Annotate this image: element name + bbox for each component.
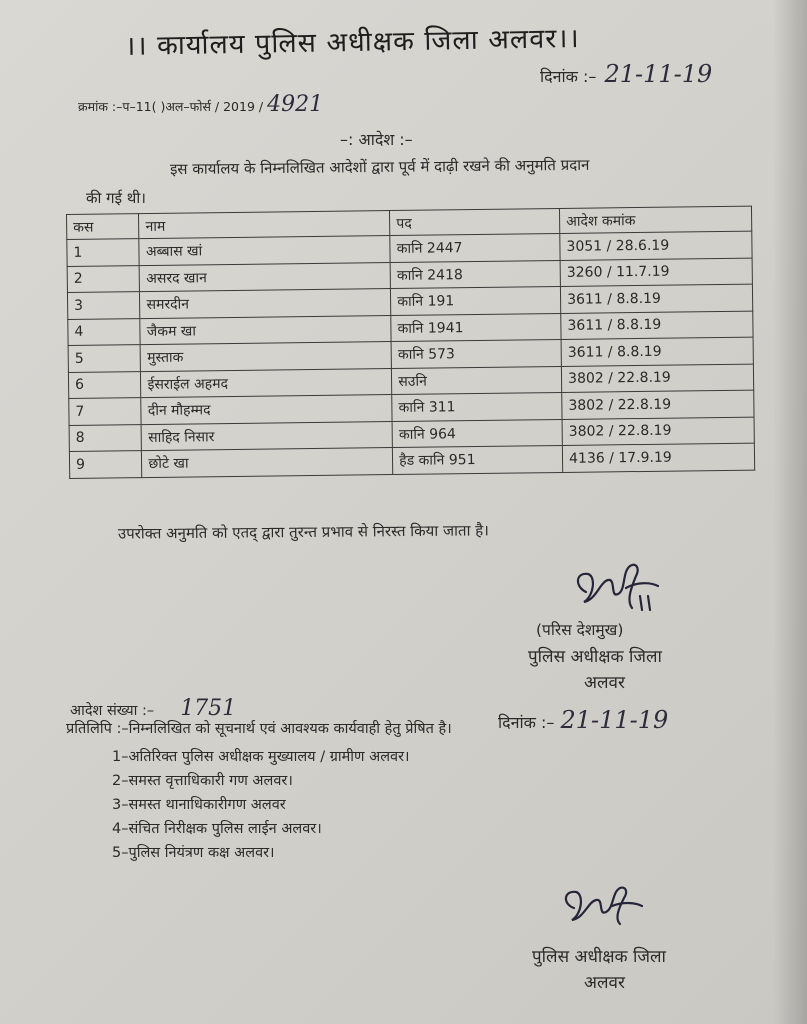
cell-rank: कानि 573 — [391, 339, 561, 368]
copy-date-handwritten: 21-11-19 — [560, 706, 669, 734]
cell-order: 3611 / 8.8.19 — [560, 284, 752, 313]
cell-order: 3260 / 11.7.19 — [560, 258, 752, 287]
cell-serial: 9 — [69, 451, 142, 478]
cell-name: अब्बास खां — [139, 236, 390, 266]
cell-serial: 5 — [68, 345, 141, 372]
cell-rank: सउनि — [392, 366, 562, 395]
recipient-item: 3–समस्त थानाधिकारीगण अलवर — [112, 797, 286, 813]
order-heading: –: आदेश :– — [340, 130, 413, 149]
intro-line-2: की गई थी। — [86, 189, 146, 207]
header-serial: कस — [67, 214, 140, 240]
cell-name: मुस्ताक — [141, 342, 392, 372]
cell-rank: कानि 191 — [391, 286, 561, 315]
signature-1 — [566, 552, 666, 622]
cell-rank: कानि 964 — [392, 419, 562, 448]
header-order-number: आदेश कमांक — [560, 206, 752, 233]
recipient-item: 4–संचित निरीक्षक पुलिस लाईन अलवर। — [112, 821, 322, 837]
cell-order: 3611 / 8.8.19 — [561, 311, 753, 340]
copy-date — [498, 706, 668, 734]
cell-rank: कानि 1941 — [391, 313, 561, 342]
cell-name: जैकम खा — [140, 315, 391, 345]
cell-serial: 1 — [67, 239, 140, 266]
reference-label: क्रमांक :–प–11( )अल–फोर्स / 2019 / — [78, 99, 264, 114]
cell-rank: कानि 311 — [392, 392, 562, 421]
cell-serial: 7 — [69, 398, 142, 425]
cell-name: साहिद निसार — [142, 421, 393, 451]
cell-serial: 6 — [68, 371, 141, 398]
cell-name: ईसराईल अहमद — [141, 368, 392, 398]
recipient-item: 1–अतिरिक्त पुलिस अधीक्षक मुख्यालय / ग्रामीण अलवर। — [112, 749, 410, 765]
issue-date-label: दिनांक :– — [540, 67, 597, 86]
signatory-1-name: (परिस देशमुख) — [536, 621, 624, 639]
signatory-1-title: पुलिस अधीक्षक जिला — [528, 647, 662, 667]
order-number-label: आदेश संख्या :– — [70, 703, 155, 719]
header-rank: पद — [390, 208, 560, 235]
signatory-2-place: अलवर — [584, 973, 625, 993]
cell-serial: 8 — [69, 424, 142, 451]
cell-name: दीन मौहम्मद — [141, 395, 392, 425]
page-edge-shadow — [773, 0, 807, 1024]
signatory-1-place: अलवर — [584, 673, 625, 693]
permission-table — [66, 206, 755, 479]
cell-order: 3802 / 22.8.19 — [562, 417, 754, 446]
signature-2 — [556, 878, 646, 938]
office-title: ।। कार्यालय पुलिस अधीक्षक जिला अलवर।। — [124, 23, 580, 62]
cell-order: 3051 / 28.6.19 — [560, 231, 752, 260]
reference-number — [78, 92, 323, 117]
issue-date — [540, 60, 712, 88]
cell-name: समरदीन — [140, 289, 391, 319]
cell-rank: हैड कानि 951 — [393, 445, 563, 474]
cell-name: असरद खान — [140, 262, 391, 292]
cell-serial: 4 — [68, 318, 141, 345]
recipient-item: 5–पुलिस नियंत्रण कक्ष अलवर। — [112, 845, 275, 861]
issue-date-handwritten: 21-11-19 — [604, 60, 713, 88]
cell-serial: 2 — [67, 265, 140, 292]
cell-serial: 3 — [67, 292, 140, 319]
cell-order: 3802 / 22.8.19 — [562, 390, 754, 419]
cell-order: 3611 / 8.8.19 — [561, 337, 753, 366]
copy-date-label: दिनांक :– — [498, 713, 555, 732]
intro-line-1: इस कार्यालय के निम्नलिखित आदेशों द्वारा पूर्व में दाढ़ी रखने की अनुमति प्रदान — [169, 155, 590, 179]
order-number-handwritten: 1751 — [180, 696, 237, 721]
copy-to-line: प्रतिलिपि :–निम्नलिखित को सूचनार्थ एवं आवश्यक कार्यवाही हेतु प्रेषित है। — [66, 721, 452, 737]
reference-handwritten: 4921 — [267, 92, 324, 117]
cell-order: 4136 / 17.9.19 — [562, 443, 754, 472]
cell-order: 3802 / 22.8.19 — [561, 364, 753, 393]
recipient-item: 2–समस्त वृत्ताधिकारी गण अलवर। — [112, 773, 293, 789]
header-name: नाम — [139, 211, 390, 239]
cell-rank: कानि 2418 — [390, 260, 560, 289]
cell-name: छोटे खा — [142, 448, 393, 478]
cancellation-line: उपरोक्त अनुमति को एतद् द्वारा तुरन्त प्रभाव से निरस्त किया जाता है। — [117, 521, 489, 543]
signatory-2-title: पुलिस अधीक्षक जिला — [532, 947, 666, 967]
cell-rank: कानि 2447 — [390, 233, 560, 262]
